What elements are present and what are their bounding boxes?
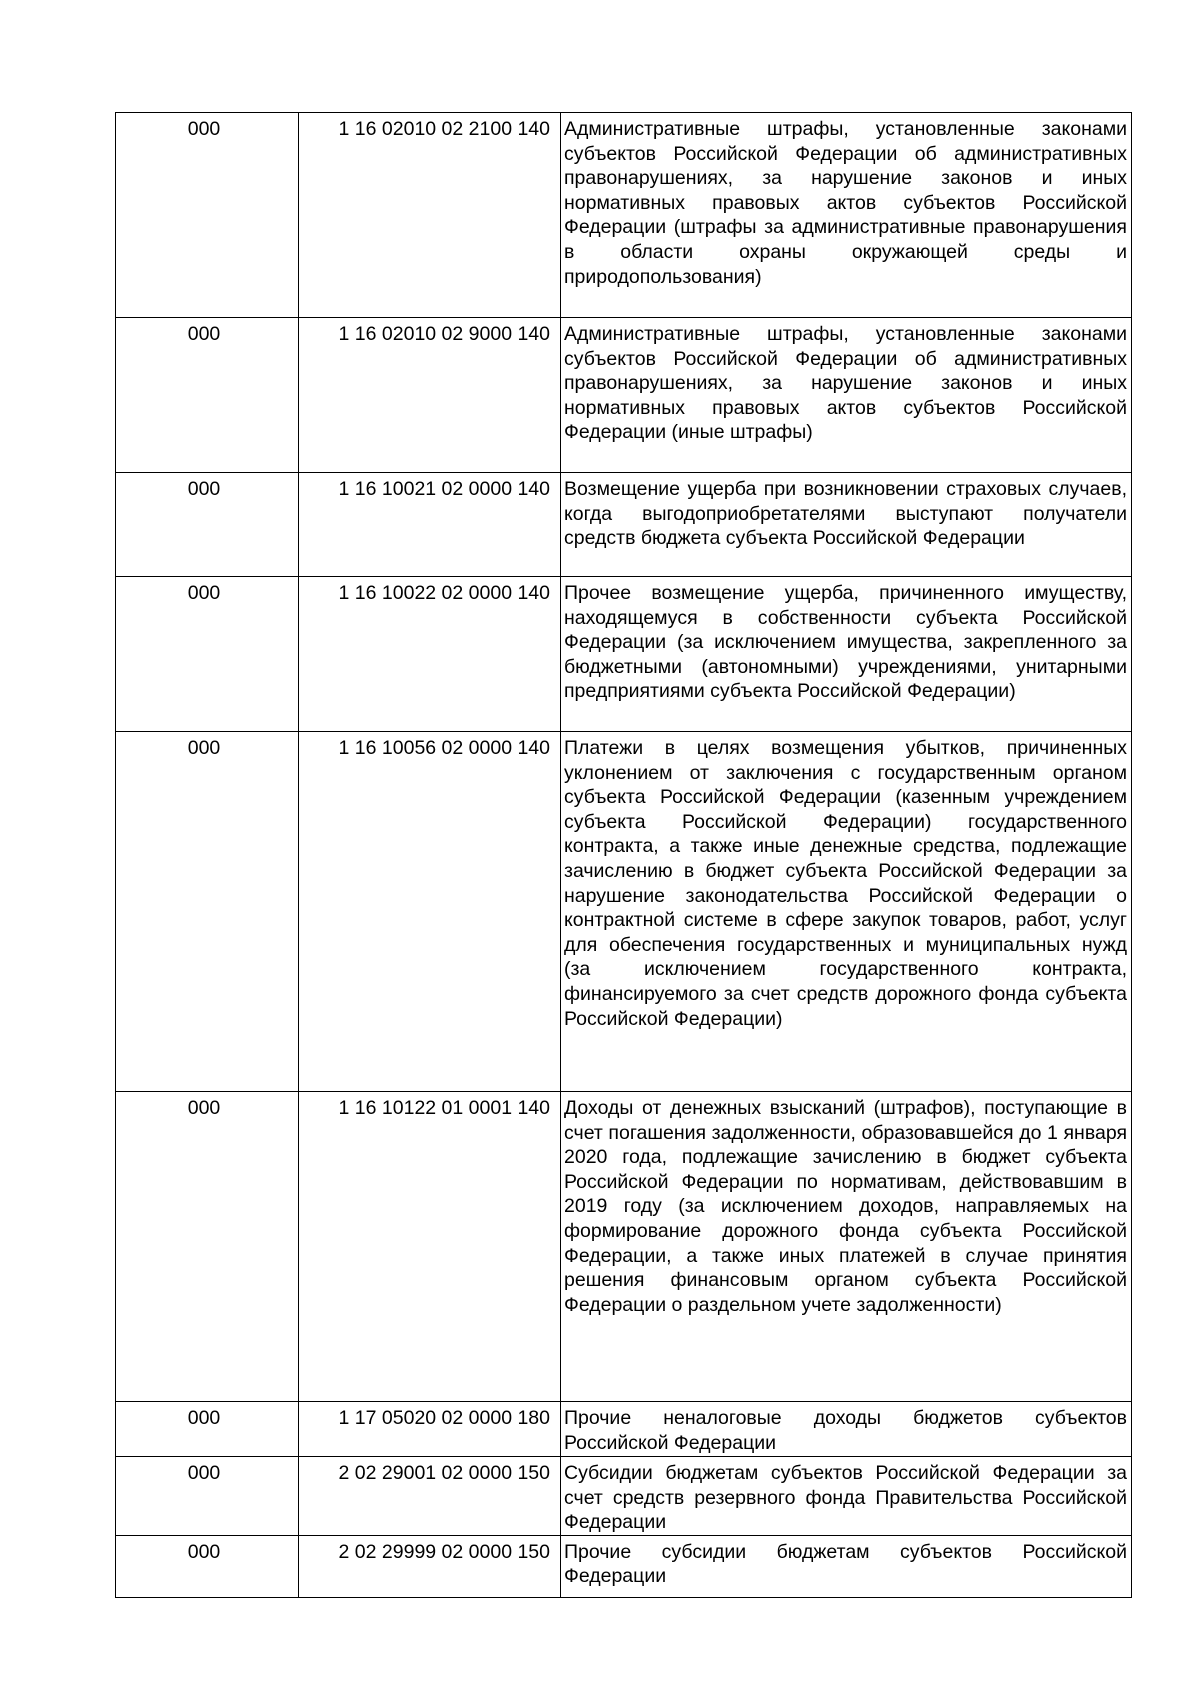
- description-cell: Доходы от денежных взысканий (штрафов), поступающие в счет погашения задолженности, образовавшейся до 1 января 2020 года, подлежащие зачислению в бюджет субъекта Российской Федерации по нормативам, действовавшим в 2019 году (за исключением доходов, направляемых на формирование дорожного фонда субъекта Российской Федерации, а также иных платежей в случае принятия решения финансовым органом субъекта Российской Федерации о раздельном учете задолженности): [561, 1092, 1132, 1402]
- description-cell: Административные штрафы, установленные законами субъектов Российской Федерации об административных правонарушениях, за нарушение законов и иных нормативных правовых актов субъектов Российской Федерации (штрафы за административные правонарушения в области охраны окружающей среды и природопользования): [561, 113, 1132, 318]
- description-cell: Платежи в целях возмещения убытков, причиненных уклонением от заключения с государственным органом субъекта Российской Федерации (казенным учреждением субъекта Российской Федерации) государственного контракта, а также иные денежные средства, подлежащие зачислению в бюджет субъекта Российской Федерации за нарушение законодательства Российской Федерации о контрактной системе в сфере закупок товаров, работ, услуг для обеспечения государственных и муниципальных нужд (за исключением государственного контракта, финансируемого за счет средств дорожного фонда субъекта Российской Федерации): [561, 732, 1132, 1092]
- revenue-codes-table: [115, 112, 1132, 1598]
- budget-code-cell: 1 16 02010 02 2100 140: [299, 113, 561, 318]
- table-row: [116, 113, 1132, 318]
- admin-code-cell: 000: [116, 1402, 299, 1457]
- budget-code-cell: 1 16 10021 02 0000 140: [299, 473, 561, 577]
- description-cell: Прочие неналоговые доходы бюджетов субъектов Российской Федерации: [561, 1402, 1132, 1457]
- admin-code-cell: 000: [116, 732, 299, 1092]
- admin-code-cell: 000: [116, 318, 299, 473]
- description-cell: Прочее возмещение ущерба, причиненного имуществу, находящемуся в собственности субъекта Российской Федерации (за исключением имущества, закрепленного за бюджетными (автономными) учреждениями, унитарными предприятиями субъекта Российской Федерации): [561, 577, 1132, 732]
- budget-code-cell: 1 16 10022 02 0000 140: [299, 577, 561, 732]
- admin-code-cell: 000: [116, 1457, 299, 1536]
- table-row: [116, 1092, 1132, 1402]
- table-row: [116, 1457, 1132, 1536]
- description-cell: Административные штрафы, установленные законами субъектов Российской Федерации об административных правонарушениях, за нарушение законов и иных нормативных правовых актов субъектов Российской Федерации (иные штрафы): [561, 318, 1132, 473]
- admin-code-cell: 000: [116, 113, 299, 318]
- table-row: [116, 318, 1132, 473]
- admin-code-cell: 000: [116, 473, 299, 577]
- admin-code-cell: 000: [116, 1092, 299, 1402]
- admin-code-cell: 000: [116, 577, 299, 732]
- admin-code-cell: 000: [116, 1535, 299, 1597]
- budget-code-cell: 1 16 10056 02 0000 140: [299, 732, 561, 1092]
- budget-code-cell: 2 02 29999 02 0000 150: [299, 1535, 561, 1597]
- table-row: [116, 1535, 1132, 1597]
- budget-code-cell: 2 02 29001 02 0000 150: [299, 1457, 561, 1536]
- description-cell: Субсидии бюджетам субъектов Российской Федерации за счет средств резервного фонда Правительства Российской Федерации: [561, 1457, 1132, 1536]
- budget-code-cell: 1 16 02010 02 9000 140: [299, 318, 561, 473]
- table-row: [116, 473, 1132, 577]
- table-row: [116, 732, 1132, 1092]
- budget-code-cell: 1 16 10122 01 0001 140: [299, 1092, 561, 1402]
- budget-code-cell: 1 17 05020 02 0000 180: [299, 1402, 561, 1457]
- description-cell: Возмещение ущерба при возникновении страховых случаев, когда выгодоприобретателями выступают получатели средств бюджета субъекта Российской Федерации: [561, 473, 1132, 577]
- description-cell: Прочие субсидии бюджетам субъектов Российской Федерации: [561, 1535, 1132, 1597]
- table-row: [116, 1402, 1132, 1457]
- table-row: [116, 577, 1132, 732]
